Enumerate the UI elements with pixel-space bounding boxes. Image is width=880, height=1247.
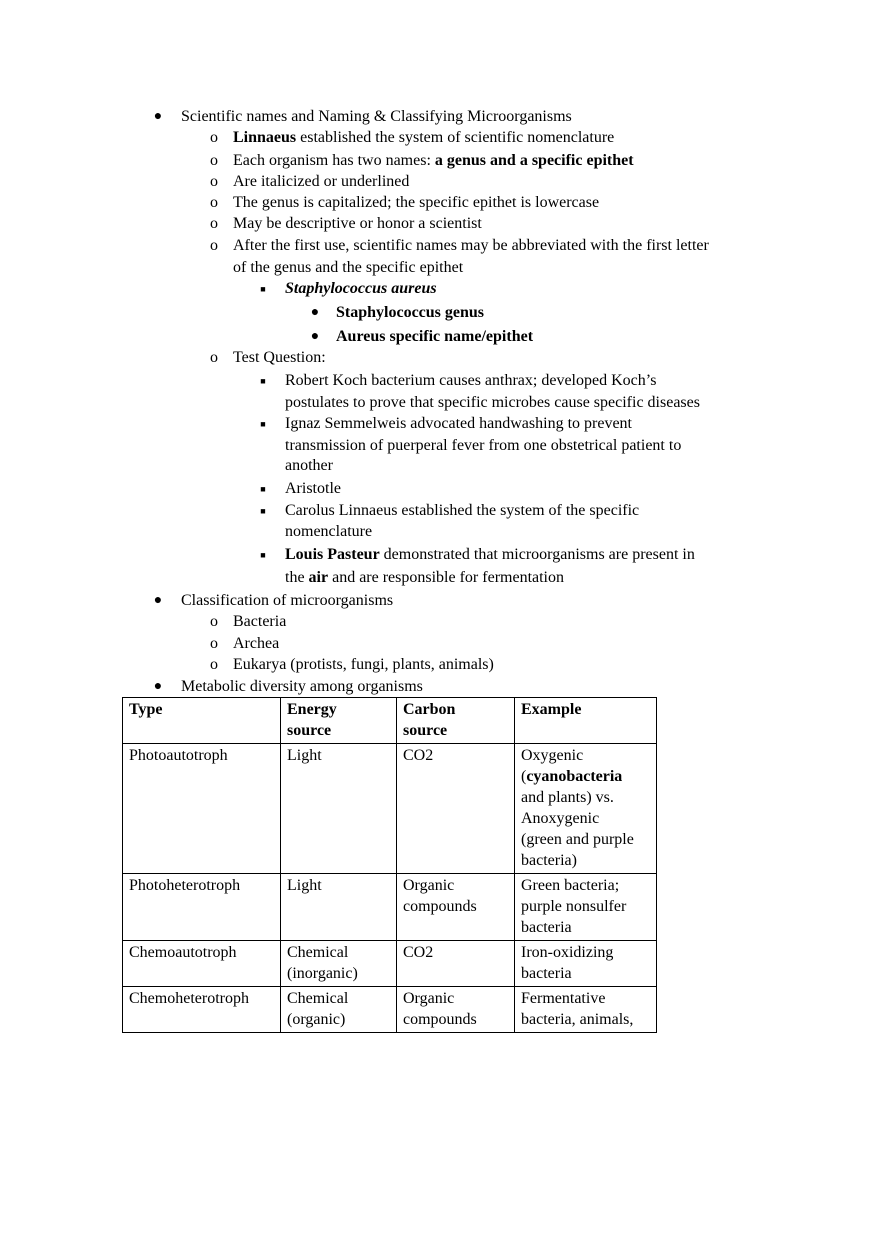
cell-text: compounds xyxy=(403,1011,477,1028)
list-item-archea: Archea xyxy=(233,635,280,652)
cell-energy: Light xyxy=(281,874,397,941)
list-item-abbreviated-l2: of the genus and the specific epithet xyxy=(233,259,464,276)
list-item-test-question: Test Question: xyxy=(233,349,326,366)
cell-text: and plants) vs. xyxy=(521,789,614,806)
cell-text: bacteria) xyxy=(521,852,577,869)
circle-bullet-icon: o xyxy=(210,173,218,190)
cell-energy: Light xyxy=(281,744,397,874)
answer-aristotle: Aristotle xyxy=(285,480,341,497)
cell-type: Photoheterotroph xyxy=(123,874,281,941)
example-genus: Staphylococcus genus xyxy=(336,304,485,321)
cell-text: bacteria xyxy=(521,965,572,982)
square-bullet-icon: ■ xyxy=(260,484,266,494)
cell-text: Organic xyxy=(403,877,455,894)
list-item-descriptive: May be descriptive or honor a scientist xyxy=(233,215,482,232)
cell-type: Chemoautotroph xyxy=(123,941,281,987)
header-text: Energy xyxy=(287,701,337,718)
cell-text: bacteria, animals, xyxy=(521,1011,634,1028)
cell-text: purple nonsulfer xyxy=(521,898,627,915)
answer-carolus-l2: nomenclature xyxy=(285,523,373,540)
cell-text: Iron-oxidizing xyxy=(521,944,614,961)
bold-text: air xyxy=(308,569,329,586)
bold-text: Louis Pasteur xyxy=(285,546,380,563)
bold-text: a genus and a specific epithet xyxy=(434,152,634,169)
circle-bullet-icon: o xyxy=(210,349,218,366)
section-title-naming: Scientific names and Naming & Classifying Microorganisms xyxy=(181,108,572,125)
item-text: and are responsible for fermentation xyxy=(328,569,564,586)
bullet-icon: ● xyxy=(153,593,163,608)
circle-bullet-icon: o xyxy=(210,635,218,652)
answer-pasteur-l2 xyxy=(285,568,564,588)
header-text: Carbon xyxy=(403,701,456,718)
table-header-row xyxy=(123,698,657,744)
cell-type: Photoautotroph xyxy=(123,744,281,874)
circle-bullet-icon: o xyxy=(210,152,218,169)
answer-pasteur-l1 xyxy=(285,545,695,565)
answer-koch-l2: postulates to prove that specific microbes cause specific diseases xyxy=(285,394,700,411)
square-bullet-icon: ■ xyxy=(260,550,266,560)
bullet-icon: ● xyxy=(153,109,163,124)
header-type: Type xyxy=(123,698,281,744)
circle-bullet-icon: o xyxy=(210,613,218,630)
cell-text: Anoxygenic xyxy=(521,810,600,827)
list-item-abbreviated-l1: After the first use, scientific names may be abbreviated with the first letter xyxy=(233,237,709,254)
item-text: Each organism has two names: xyxy=(233,152,435,169)
cell-text: Chemical xyxy=(287,990,349,1007)
cell-carbon: CO2 xyxy=(397,941,515,987)
bold-text: cyanobacteria xyxy=(526,768,623,785)
answer-carolus-l1: Carolus Linnaeus established the system of the specific xyxy=(285,502,640,519)
section-title-metabolic: Metabolic diversity among organisms xyxy=(181,678,423,695)
cell-example xyxy=(515,987,657,1033)
bullet-icon: ● xyxy=(310,329,320,344)
metabolic-diversity-table xyxy=(122,697,657,1033)
square-bullet-icon: ■ xyxy=(260,376,266,386)
circle-bullet-icon: o xyxy=(210,656,218,673)
cell-example xyxy=(515,941,657,987)
circle-bullet-icon: o xyxy=(210,237,218,254)
item-text: demonstrated that microorganisms are present in xyxy=(379,546,695,563)
circle-bullet-icon: o xyxy=(210,194,218,211)
cell-text: Fermentative xyxy=(521,990,606,1007)
list-item-capitalized: The genus is capitalized; the specific epithet is lowercase xyxy=(233,194,600,211)
cell-text: (green and purple xyxy=(521,831,634,848)
cell-energy xyxy=(281,987,397,1033)
cell-text: Green bacteria; xyxy=(521,877,620,894)
header-text: source xyxy=(287,722,332,739)
header-example: Example xyxy=(515,698,657,744)
cell-example xyxy=(515,874,657,941)
bullet-icon: ● xyxy=(153,679,163,694)
section-title-classification: Classification of microorganisms xyxy=(181,592,394,609)
cell-example xyxy=(515,744,657,874)
cell-text: Organic xyxy=(403,990,455,1007)
cell-type: Chemoheterotroph xyxy=(123,987,281,1033)
cell-carbon xyxy=(397,874,515,941)
bullet-icon: ● xyxy=(310,305,320,320)
square-bullet-icon: ■ xyxy=(260,506,266,516)
cell-text: ( xyxy=(521,768,527,785)
square-bullet-icon: ■ xyxy=(260,419,266,429)
cell-energy xyxy=(281,941,397,987)
cell-text: (organic) xyxy=(287,1011,346,1028)
circle-bullet-icon: o xyxy=(210,129,218,146)
table-row xyxy=(123,941,657,987)
square-bullet-icon: ■ xyxy=(260,284,266,294)
table-row xyxy=(123,987,657,1033)
cell-text: compounds xyxy=(403,898,477,915)
list-item-bacteria: Bacteria xyxy=(233,613,287,630)
circle-bullet-icon: o xyxy=(210,215,218,232)
header-carbon-source xyxy=(397,698,515,744)
cell-text: Oxygenic xyxy=(521,747,584,764)
list-item-eukarya: Eukarya (protists, fungi, plants, animals) xyxy=(233,656,494,673)
list-item-two-names xyxy=(233,151,634,171)
table-row xyxy=(123,744,657,874)
table-row xyxy=(123,874,657,941)
list-item-linnaeus xyxy=(233,128,614,148)
cell-text: (inorganic) xyxy=(287,965,358,982)
answer-semmelweis-l1: Ignaz Semmelweis advocated handwashing to prevent xyxy=(285,415,632,432)
cell-carbon: CO2 xyxy=(397,744,515,874)
cell-text: bacteria xyxy=(521,919,572,936)
cell-carbon xyxy=(397,987,515,1033)
item-text: the xyxy=(285,569,309,586)
list-item-italicized: Are italicized or underlined xyxy=(233,173,410,190)
bold-text: Linnaeus xyxy=(233,129,297,146)
answer-koch-l1: Robert Koch bacterium causes anthrax; developed Koch’s xyxy=(285,372,657,389)
answer-semmelweis-l2: transmission of puerperal fever from one obstetrical patient to xyxy=(285,437,682,454)
header-energy-source xyxy=(281,698,397,744)
item-text: established the system of scientific nomenclature xyxy=(296,129,615,146)
answer-semmelweis-l3: another xyxy=(285,457,333,474)
header-text: source xyxy=(403,722,448,739)
cell-text: Chemical xyxy=(287,944,349,961)
example-name: Staphylococcus aureus xyxy=(285,280,437,297)
example-epithet: Aureus specific name/epithet xyxy=(336,328,534,345)
